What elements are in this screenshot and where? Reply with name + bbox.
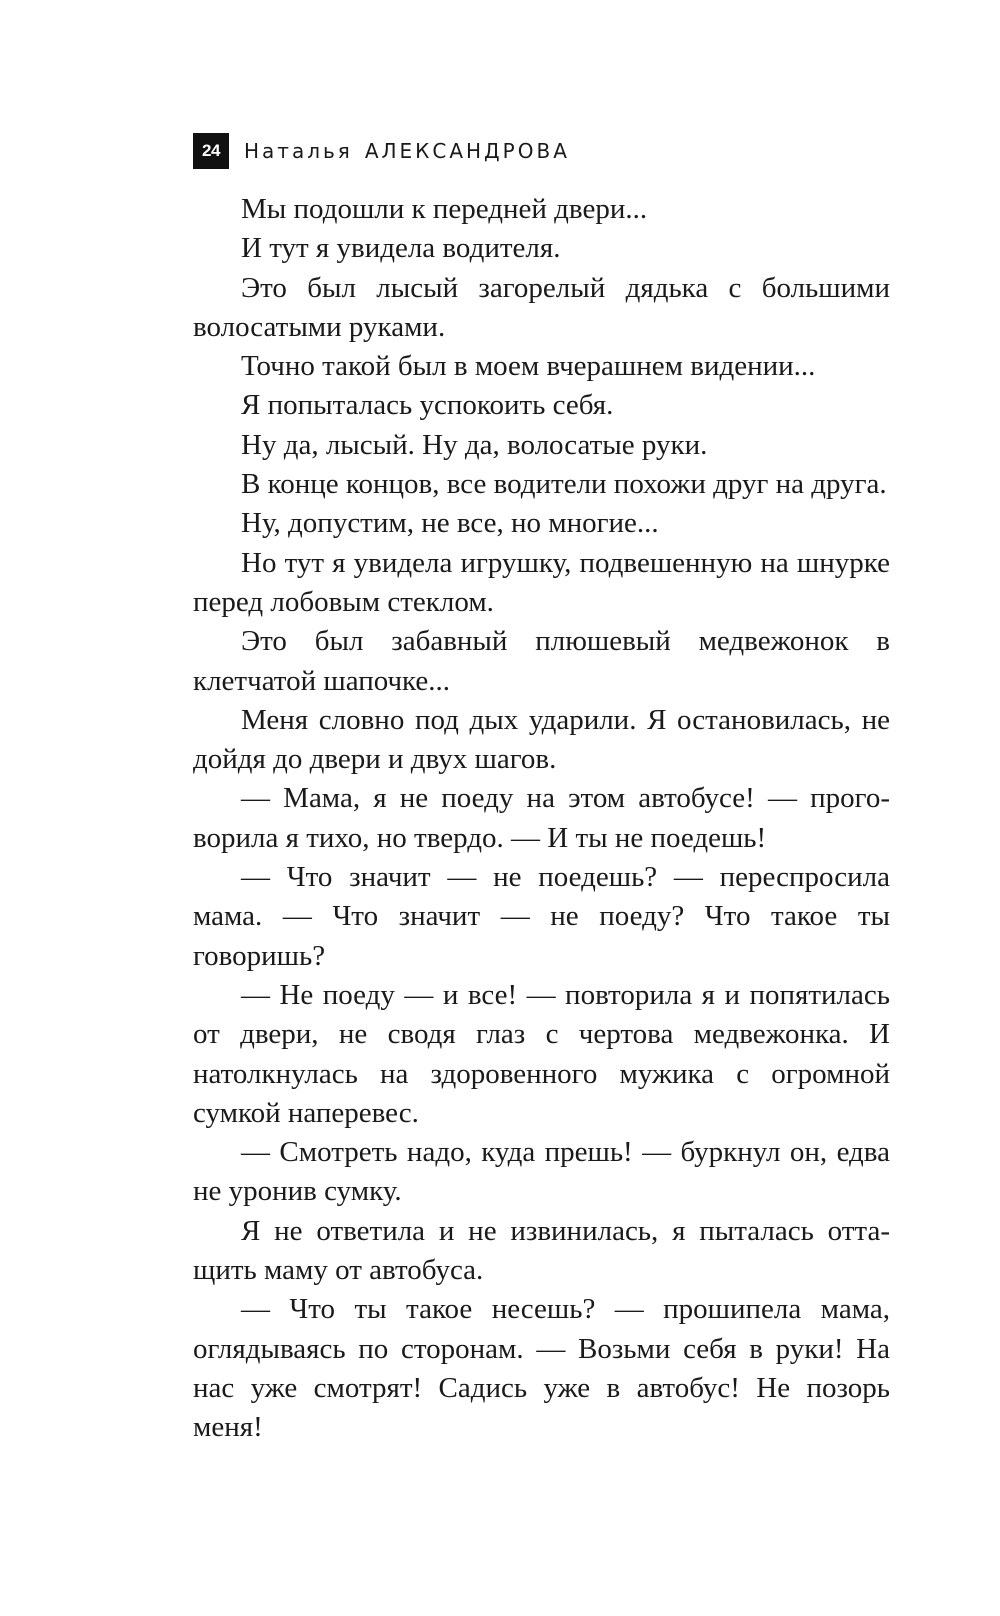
- paragraph: Я попыталась успокоить себя.: [241, 389, 614, 422]
- body-text: [193, 190, 890, 1448]
- paragraph: — Смотреть надо, куда прешь! — буркнул он, едва не уронив сумку.: [193, 1136, 890, 1208]
- paragraph: — Не поеду — и все! — повторила я и попятилась от двери, не сводя глаз с чертова медвежонка. И натолкнулась на здоровенного мужика с огромной сумкой наперевес.: [193, 978, 890, 1129]
- paragraph: Ну, допустим, не все, но многие...: [241, 507, 659, 540]
- paragraph: Ну да, лысый. Ну да, волосатые руки.: [241, 428, 708, 461]
- paragraph: — Что ты такое несешь? — прошипела мама, оглядываясь по сторонам. — Возьми себя в руки! На нас уже смотрят! Садись уже в автобус! Не позорь меня!: [193, 1293, 890, 1444]
- paragraph: Это был забавный плюшевый медвежонок в клетчатой шапочке...: [193, 625, 890, 697]
- paragraph: — Что значит — не поедешь? — переспросила мама. — Что значит — не поеду? Что такое ты говоришь?: [193, 861, 890, 972]
- author-first-name: Наталья: [244, 139, 353, 163]
- author-last-name: АЛЕКСАНДРОВА: [364, 139, 570, 163]
- paragraph: Это был лысый загорелый дядька с большими волосатыми руками.: [193, 271, 890, 343]
- page-number: 24: [193, 133, 229, 169]
- paragraph: — Мама, я не поеду на этом автобусе! — проговорила я тихо, но твердо. — И ты не поедешь!: [193, 782, 890, 854]
- paragraph: Мы подошли к передней двери...: [241, 193, 648, 225]
- page-header: [193, 133, 570, 169]
- paragraph: В конце концов, все водители похожи друг на друга.: [241, 468, 887, 501]
- paragraph: Меня словно под дых ударили. Я остановилась, не дойдя до двери и двух шагов.: [193, 703, 890, 776]
- paragraph: Я не ответила и не извинилась, я пыталась оттащить маму от автобуса.: [193, 1214, 890, 1287]
- paragraph: И тут я увидела водителя.: [241, 232, 561, 265]
- running-head: [244, 139, 570, 163]
- paragraph: Точно такой был в моем вчерашнем видении...: [241, 350, 816, 383]
- paragraph: Но тут я увидела игрушку, подвешенную на шнурке перед лобовым стеклом.: [193, 546, 890, 618]
